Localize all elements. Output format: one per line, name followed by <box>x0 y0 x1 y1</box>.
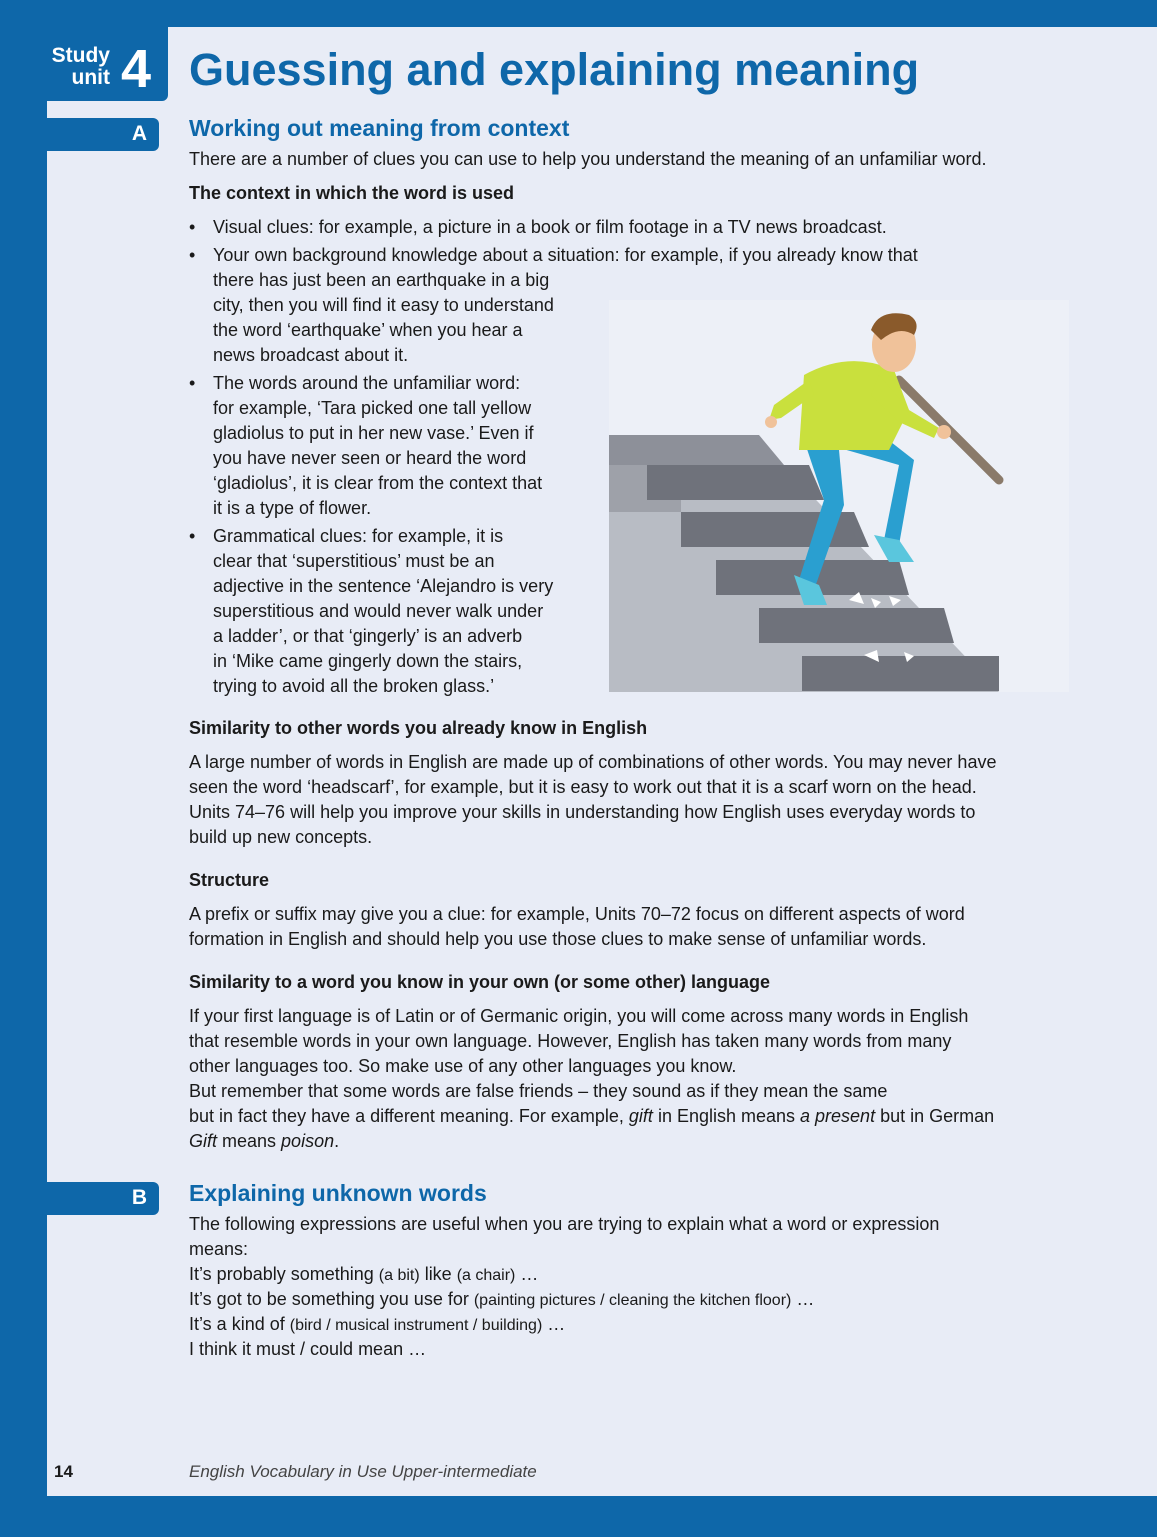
expression-got-to-be: It’s got to be something you use for (painting pictures / cleaning the kitchen floor) … <box>189 1289 815 1309</box>
context-subheading: The context in which the word is used <box>189 183 515 203</box>
step-6 <box>802 656 999 691</box>
step-5 <box>759 608 954 643</box>
structure-paragraph: A prefix or suffix may give you a clue: for example, Units 70–72 focus on different aspects of word formation in English and should help you use those clues to make sense of unfamiliar words. <box>189 904 965 949</box>
structure-heading: Structure <box>189 870 270 890</box>
step-2 <box>647 465 824 500</box>
language-heading: Similarity to a word you know in your own (or some other) language <box>189 972 771 992</box>
step-1 <box>609 435 784 465</box>
section-tab-a: A <box>47 118 159 151</box>
unit-number: 4 <box>121 39 152 99</box>
book-title: English Vocabulary in Use Upper-intermediate <box>189 1462 537 1481</box>
section-b-intro: The following expressions are useful when you are trying to explain what a word or expression means: <box>189 1214 940 1259</box>
section-tab-b: B <box>47 1182 159 1215</box>
study-unit-badge <box>47 27 168 101</box>
expression-probably-something: It’s probably something (a bit) like (a chair) … <box>189 1264 539 1284</box>
page-number: 14 <box>54 1462 73 1481</box>
expression-must-mean: I think it must / could mean … <box>189 1339 427 1359</box>
section-a-heading: Working out meaning from context <box>189 115 570 141</box>
section-b-heading: Explaining unknown words <box>189 1180 487 1206</box>
language-paragraph: If your first language is of Latin or of Germanic origin, you will come across many words in English that resemble words in your own language. However, English has taken many words from many other languages too. So make use of any other languages you know. But remember that some words are false friends – they sound as if they mean the same but in fact they have a different meaning. For example, gift in English means a present but in German Gift means poison. <box>189 1006 995 1151</box>
top-border <box>0 0 1157 27</box>
section-a-intro: There are a number of clues you can use to help you understand the meaning of an unfamiliar word. <box>189 149 987 169</box>
stairs-illustration <box>609 300 1069 692</box>
similarity-heading: Similarity to other words you already know in English <box>189 718 648 738</box>
expression-kind-of: It’s a kind of (bird / musical instrument / building) … <box>189 1314 566 1334</box>
bottom-border <box>0 1496 1157 1537</box>
unit-label: Study unit <box>51 44 110 89</box>
similarity-paragraph: A large number of words in English are made up of combinations of other words. You may never have seen the word ‘headscarf’, for example, but it is easy to work out that it is a scarf worn on the head. Units 74–76 will help you improve your skills in understanding how English uses everyday words to build up new concepts. <box>189 752 997 847</box>
step-3 <box>681 512 869 547</box>
page-title: Guessing and explaining meaning <box>189 44 920 95</box>
